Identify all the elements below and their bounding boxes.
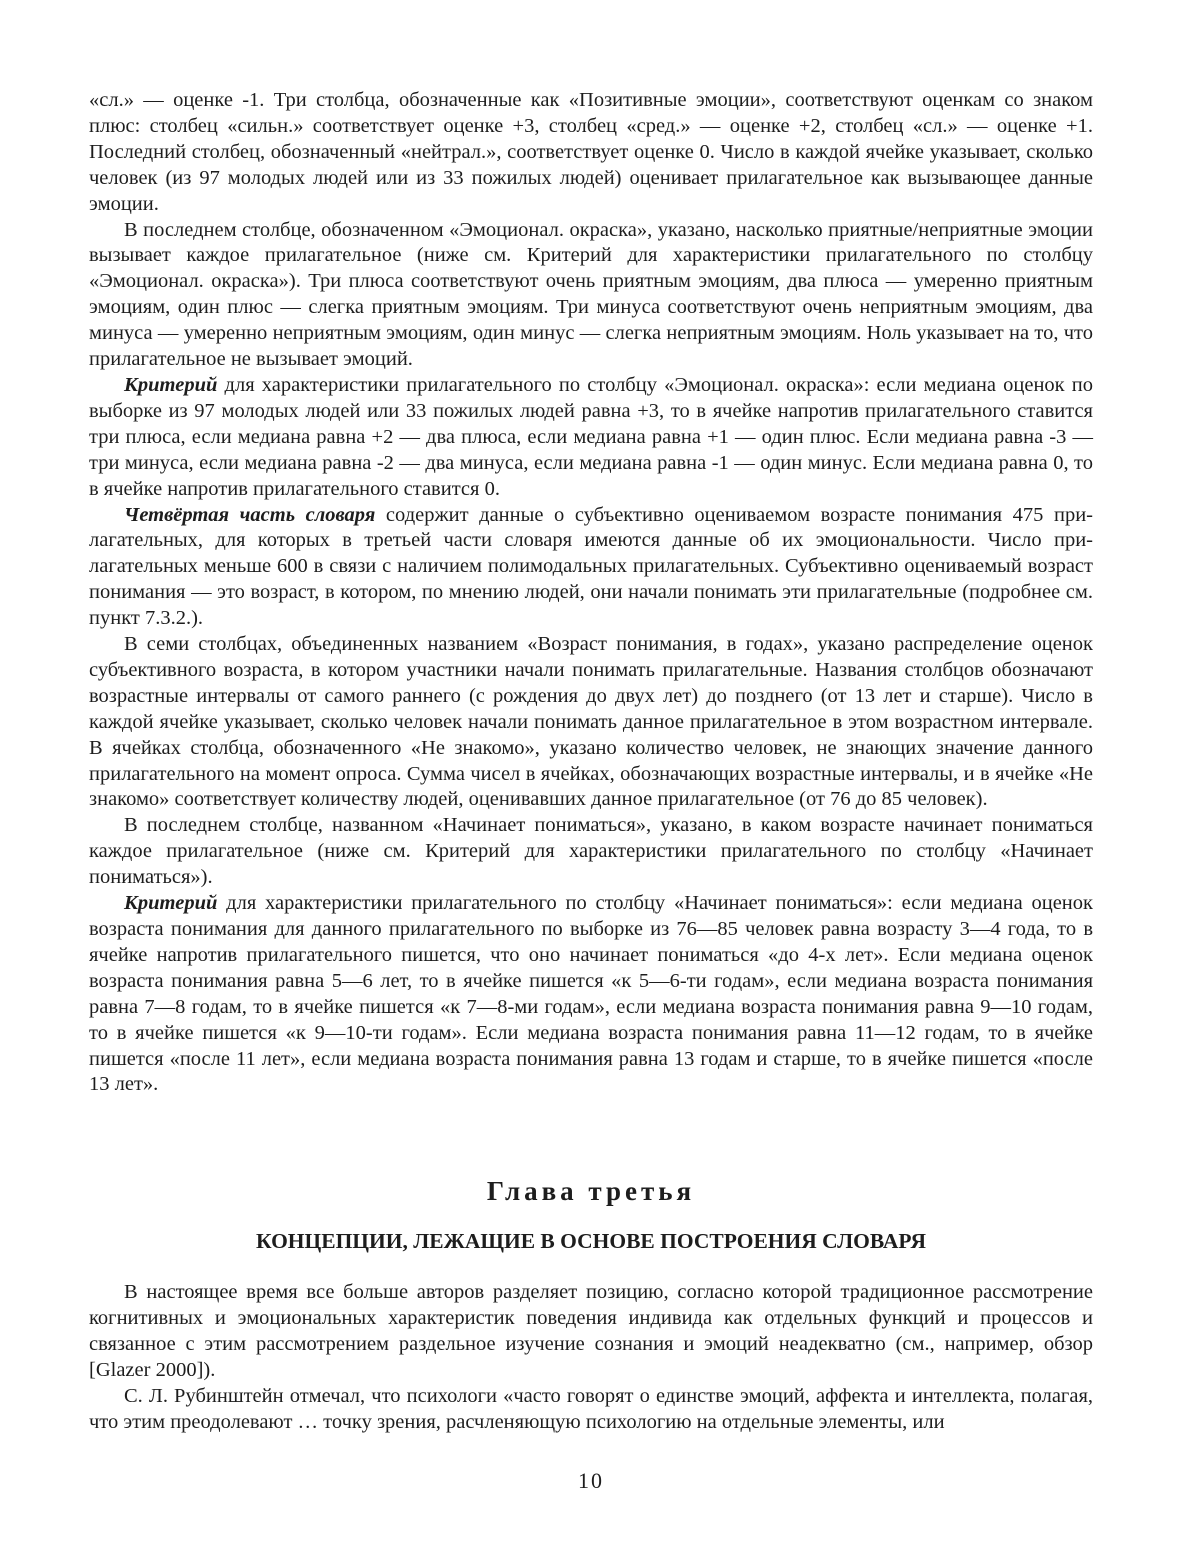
paragraph-text: С. Л. Рубинштейн отмечал, что психологи «часто говорят о единстве эмоций, аффекта и интеллекта, полагая, что этим преодолевают … точку зрения, расчленяющую психологию на отдельные элементы, или <box>89 1384 1093 1433</box>
paragraph-text: В семи столбцах, объединенных названием «Возраст понимания, в годах», указано распределение оценок субъективного возраста, в котором участники начали понимать прилагательные. Названия столбцов обозначают возрастные интервалы от самого раннего (с рождения до двух лет) до позднего (от 13 лет и старше). Число в каждой ячейке указывает, сколько человек начали понимать данное прилагательное в этом возрастном интервале. В ячейках столбца, обозначенного «Не знакомо», указано количество человек, не знающих значение данного прилагательного на момент опроса. Сумма чисел в ячейках, обозначающих возрастные интервалы, и в ячейке «Не знакомо» соответствует количеству людей, оценивавших данное прилагательное (от 76 до 85 человек). <box>89 633 1093 811</box>
chapter-body-text <box>89 1280 1093 1435</box>
paragraph-6 <box>89 813 1093 891</box>
chapter-paragraph-2 <box>89 1384 1093 1436</box>
paragraph-1 <box>89 88 1093 218</box>
paragraph-text: для характеристики прилагательного по столбцу «Эмоционал. окраска»: если медиана оценок по выборке из 97 молодых людей или 33 пожилых людей равна +3, то в ячейке напротив прилагательного ставится три плюса, если медиана равна +2 — два плюса, если медиана равна +1 — один плюс. Если медиана равна -3 — три минуса, если медиана равна -2 — два минуса, если медиана равна -1 — один минус. Если медиана равна 0, то в ячейке напротив прилагательного ставится 0. <box>89 373 1093 500</box>
fourth-part-term: Четвёртая часть словаря <box>124 503 376 526</box>
paragraph-7 <box>89 891 1093 1098</box>
chapter-paragraph-1 <box>89 1280 1093 1384</box>
criterion-term: Критерий <box>124 892 218 915</box>
paragraph-text: «сл.» — оценке -1. Три столбца, обозначенные как «Позитивные эмоции», соответствуют оценкам со знаком плюс: столбец «сильн.» соответствует оценке +3, столбец «сред.» — оценке +2, столбец «сл.» — оценке +1. Последний столбец, обозначенный «нейтрал.», соответствует оценке 0. Число в каждой ячейке указывает, сколько человек (из 97 молодых людей или из 33 пожилых людей) оценивает прилагательное как вызывающее данные эмоции. <box>89 89 1093 215</box>
criterion-term: Критерий <box>124 373 218 396</box>
page-number: 10 <box>578 1468 604 1493</box>
body-text <box>89 88 1093 1098</box>
paragraph-3 <box>89 373 1093 503</box>
paragraph-text: для характеристики прилагательного по столбцу «Начинает пониматься»: если медиана оценок возраста понимания для данного прилагательного по выборке из 76—85 человек равна возрасту 3—4 года, то в ячейке напротив прилагательного пишется, что оно начинает пониматься «до 4-х лет». Если медиана оценок возраста понимания равна 5—6 лет, то в ячейке пишется «к 5—6-ти годам», если медиана возраста понимания равна 7—8 годам, то в ячейке пишется «к 7—8-ми годам», если медиана возраста понимания равна 9—10 годам, то в ячейке пишется «к 9—10-ти годам». Если медиана возраста понимания равна 11—12 годам, то в ячейке пишется «после 11 лет», если медиана возраста понимания равна 13 годам и старше, то в ячейке пишется «после 13 лет». <box>89 892 1093 1096</box>
paragraph-2 <box>89 218 1093 373</box>
paragraph-5 <box>89 632 1093 813</box>
paragraph-text: содержит данные о субъективно оцениваемом возрасте понимания 475 прилагательных, для которых в третьей части словаря имеются данные об их эмоциональности. Число прилагательных меньше 600 в связи с наличием полимодальных прилагательных. Субъективно оцениваемый возраст понимания — это возраст, в котором, по мнению людей, они начали понимать эти прилагательные (подробнее см. пункт 7.3.2.). <box>89 503 1093 630</box>
paragraph-4 <box>89 503 1093 633</box>
paragraph-text: В настоящее время все больше авторов разделяет позицию, согласно которой традиционное рассмотрение когнитивных и эмоциональных характеристик поведения индивида как отдельных функций и процессов и связанное с этим рассмотрением раздельное изучение сознания и эмоций неадекватно (см., например, обзор [Glazer 2000]). <box>89 1281 1093 1381</box>
section-heading: КОНЦЕПЦИИ, ЛЕЖАЩИЕ В ОСНОВЕ ПОСТРОЕНИЯ СЛОВАРЯ <box>256 1229 926 1253</box>
paragraph-text: В последнем столбце, обозначенном «Эмоционал. окраска», указано, насколько приятные/неприятные эмоции вызывает каждое прилагательное (ниже см. Критерий для характеристики прилагательного по столбцу «Эмоционал. окраска»). Три плюса соответствуют очень приятным эмоциям, два плюса — умеренно приятным эмоциям, один плюс — слегка приятным эмоциям. Три минуса соответствуют очень неприятным эмоциям, два минуса — умеренно неприятным эмоциям, один минус — слегка неприятным эмоциям. Ноль указывает на то, что прилагательное не вызывает эмоций. <box>89 218 1093 371</box>
paragraph-text: В последнем столбце, названном «Начинает пониматься», указано, в каком возрасте начинает пониматься каждое прилагательное (ниже см. Критерий для характеристики прилагательного по столбцу «Начинает пониматься»). <box>89 814 1093 889</box>
chapter-heading: Глава третья <box>486 1176 696 1206</box>
